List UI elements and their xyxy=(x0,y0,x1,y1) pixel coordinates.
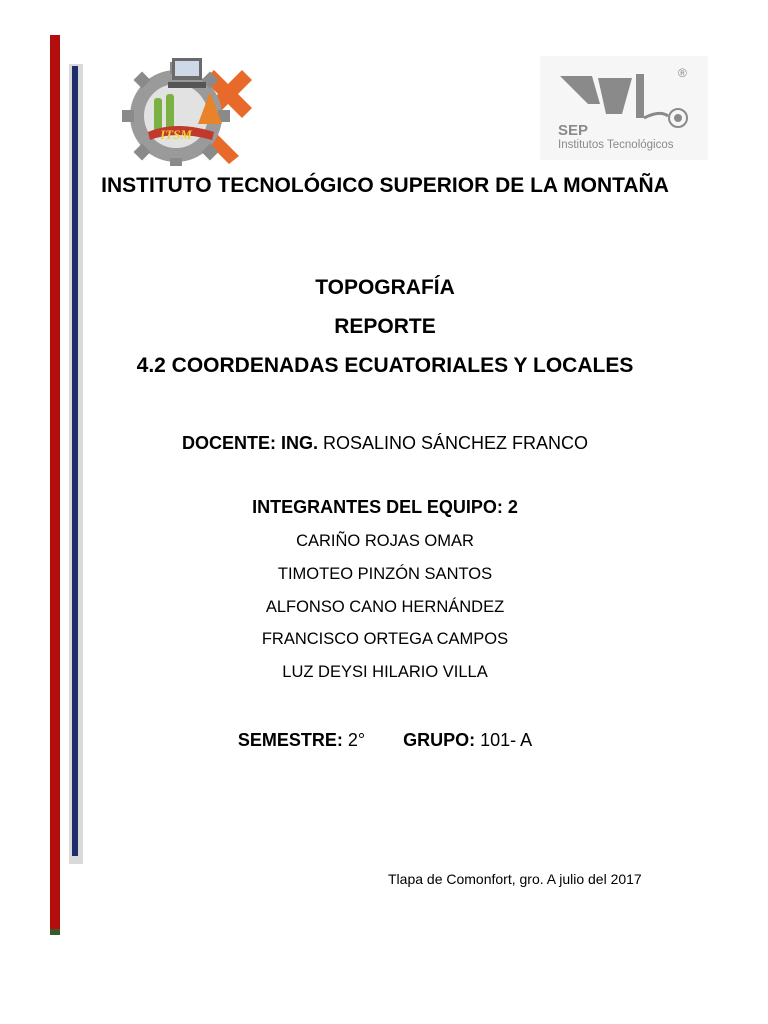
team-member: CARIÑO ROJAS OMAR xyxy=(296,532,474,550)
report-label: REPORTE xyxy=(334,315,436,338)
team-member: ALFONSO CANO HERNÁNDEZ xyxy=(265,598,505,616)
itsm-gear-logo-icon xyxy=(114,36,264,166)
team-member: TIMOTEO PINZÓN SANTOS xyxy=(277,565,493,583)
topic-title: 4.2 COORDENADAS ECUATORIALES Y LOCALES xyxy=(136,354,634,377)
semester-group-line xyxy=(80,730,690,751)
institutos-tecnologicos-text: Institutos Tecnológicos xyxy=(558,139,674,151)
registered-mark: ® xyxy=(678,66,687,80)
sep-institutos-tecnologicos-logo-icon xyxy=(540,56,708,160)
left-red-border xyxy=(50,35,60,935)
teacher-label: DOCENTE: ING. xyxy=(181,433,318,453)
group-value: 101- A xyxy=(480,730,533,750)
team-heading: INTEGRANTES DEL EQUIPO: 2 xyxy=(252,497,518,517)
teacher-line xyxy=(80,433,690,454)
left-red-border-foot xyxy=(50,929,60,935)
semester-value: 2° xyxy=(347,730,366,750)
sep-logo-text: SEP xyxy=(558,122,589,139)
team-member: FRANCISCO ORTEGA CAMPOS xyxy=(261,630,509,648)
group-label: GRUPO: xyxy=(403,730,476,750)
teacher-name: ROSALINO SÁNCHEZ FRANCO xyxy=(322,433,589,453)
semester-label: SEMESTRE: xyxy=(237,730,343,750)
itsm-logo-text: ITSM xyxy=(160,127,192,142)
navy-border-line xyxy=(72,66,78,856)
subject-title: TOPOGRAFÍA xyxy=(315,276,455,299)
place-date: Tlapa de Comonfort, gro. A julio del 2017 xyxy=(388,871,642,887)
institute-title: INSTITUTO TECNOLÓGICO SUPERIOR DE LA MONTAÑA xyxy=(101,174,669,197)
team-member: LUZ DEYSI HILARIO VILLA xyxy=(282,663,488,681)
